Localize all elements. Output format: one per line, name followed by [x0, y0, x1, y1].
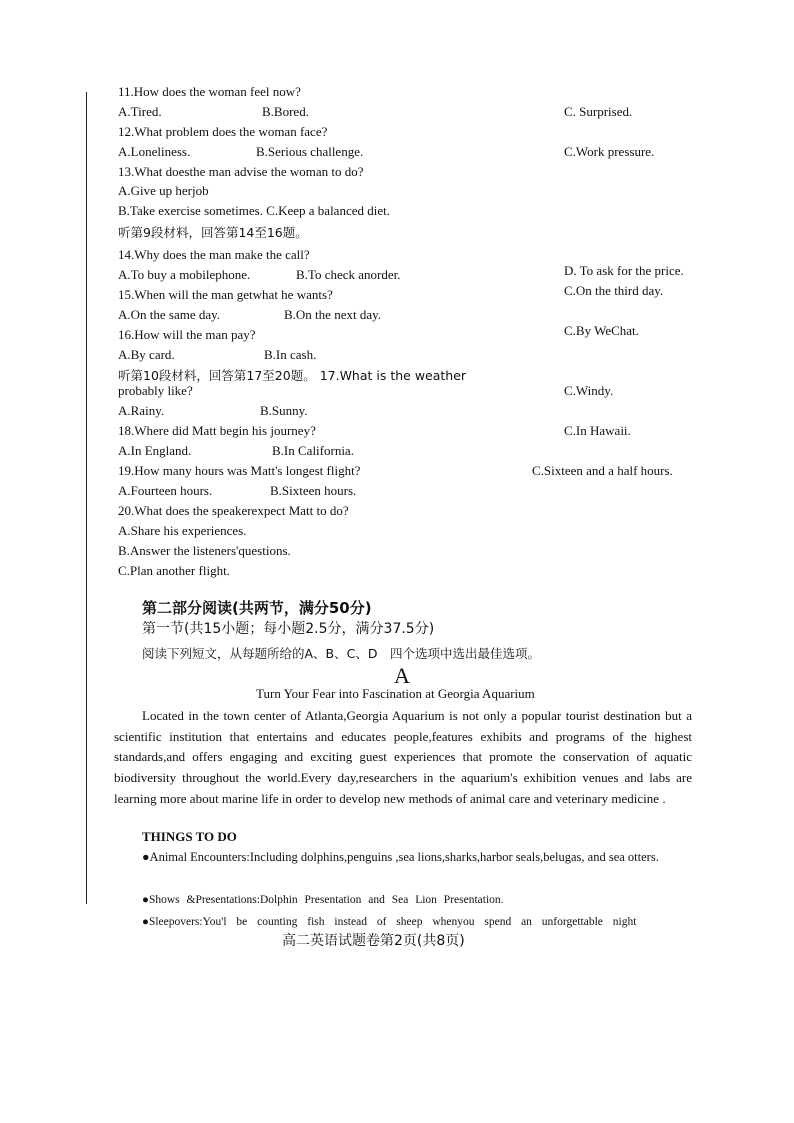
q13-option-a: A.Give up herjob	[118, 183, 209, 198]
bullet-shows-presentations: ●Shows &Presentations:Dolphin Presentation and Sea Lion Presentation.	[142, 894, 504, 906]
binding-margin-line	[86, 92, 87, 904]
q11-stem: 11.How does the woman feel now?	[118, 84, 301, 99]
q13-stem: 13.What doesthe man advise the woman to do?	[118, 164, 364, 179]
q15-option-a: A.On the same day.	[118, 307, 221, 322]
q18-option-c: C.In Hawaii.	[564, 423, 631, 438]
q15-stem: 15.When will the man getwhat he wants?	[118, 287, 333, 302]
q18-option-a: A.In England.	[118, 443, 192, 458]
things-to-do-heading: THINGS TO DO	[142, 829, 237, 844]
q17-option-a: A.Rainy.	[118, 403, 165, 418]
q15-option-c: C.On the third day.	[564, 283, 664, 298]
passage-title: Turn Your Fear into Fascination at Georgia Aquarium	[256, 686, 535, 701]
q14-option-a: A.To buy a mobilephone.	[118, 267, 251, 282]
q11-option-b: B.Bored.	[262, 104, 309, 119]
q12-option-a: A.Loneliness.	[118, 144, 191, 159]
q19-option-a: A.Fourteen hours.	[118, 483, 213, 498]
q13-option-bc: B.Take exercise sometimes. C.Keep a balanced diet.	[118, 203, 390, 218]
passage-paragraph: Located in the town center of Atlanta,Georgia Aquarium is not only a popular tourist destination but a scientific institution that entertains and educates people,features exhibits and programs of the highest standards,and offers engaging and exciting guest experiences that promote the conservation of aquatic biodiversity throughout the world.Every day,researchers in the aquarium's exhibition venues and labs are learning more about marine life in order to develop new methods of animal care and veterinary medicine .	[114, 708, 692, 806]
section-10-instruction: 听第10段材料，回答第17至20题。 17.What is the weather	[118, 368, 467, 383]
q17-option-b: B.Sunny.	[260, 403, 308, 418]
part-two-title: 第二部分阅读(共两节，满分50分)	[142, 599, 372, 617]
section-9-instruction: 听第9段材料，回答第14至16题。	[118, 225, 308, 240]
reading-instruction: 阅读下列短文，从每题所给的A、B、C、D 四个选项中选出最佳选项。	[142, 646, 540, 661]
section-one-title: 第一节(共15小题；每小题2.5分，满分37.5分)	[142, 621, 435, 637]
q14-stem: 14.Why does the man make the call?	[118, 247, 310, 262]
q16-option-b: B.In cash.	[264, 347, 317, 362]
bullet-sleepovers: ●Sleepovers:You'l be counting fish instead of sheep whenyou spend an unforgettable night	[142, 916, 637, 928]
passage-letter: A	[394, 663, 410, 688]
q19-option-c: C.Sixteen and a half hours.	[532, 463, 673, 478]
q11-option-a: A.Tired.	[118, 104, 162, 119]
q20-stem: 20.What does the speakerexpect Matt to do?	[118, 503, 349, 518]
q16-option-a: A.By card.	[118, 347, 175, 362]
q14-option-b: B.To check anorder.	[296, 267, 401, 282]
q19-stem: 19.How many hours was Matt's longest flight?	[118, 463, 361, 478]
q17-option-c: C.Windy.	[564, 383, 614, 398]
q17-stem-continued: probably like?	[118, 383, 193, 398]
q20-option-a: A.Share his experiences.	[118, 523, 247, 538]
bullet-animal-encounters: ●Animal Encounters:Including dolphins,penguins ,sea lions,sharks,harbor seals,belugas, and sea otters.	[142, 850, 659, 864]
q12-option-c: C.Work pressure.	[564, 144, 655, 159]
page-footer: 高二英语试题卷第2页(共8页)	[282, 933, 465, 949]
q20-option-c: C.Plan another flight.	[118, 563, 230, 578]
q12-stem: 12.What problem does the woman face?	[118, 124, 328, 139]
q12-option-b: B.Serious challenge.	[256, 144, 364, 159]
q14-option-d: D. To ask for the price.	[564, 263, 684, 278]
q18-option-b: B.In California.	[272, 443, 354, 458]
q16-option-c: C.By WeChat.	[564, 323, 639, 338]
q15-option-b: B.On the next day.	[284, 307, 381, 322]
q19-option-b: B.Sixteen hours.	[270, 483, 357, 498]
q20-option-b: B.Answer the listeners'questions.	[118, 543, 291, 558]
q18-stem: 18.Where did Matt begin his journey?	[118, 423, 316, 438]
q16-stem: 16.How will the man pay?	[118, 327, 256, 342]
q11-option-c: C. Surprised.	[564, 104, 633, 119]
